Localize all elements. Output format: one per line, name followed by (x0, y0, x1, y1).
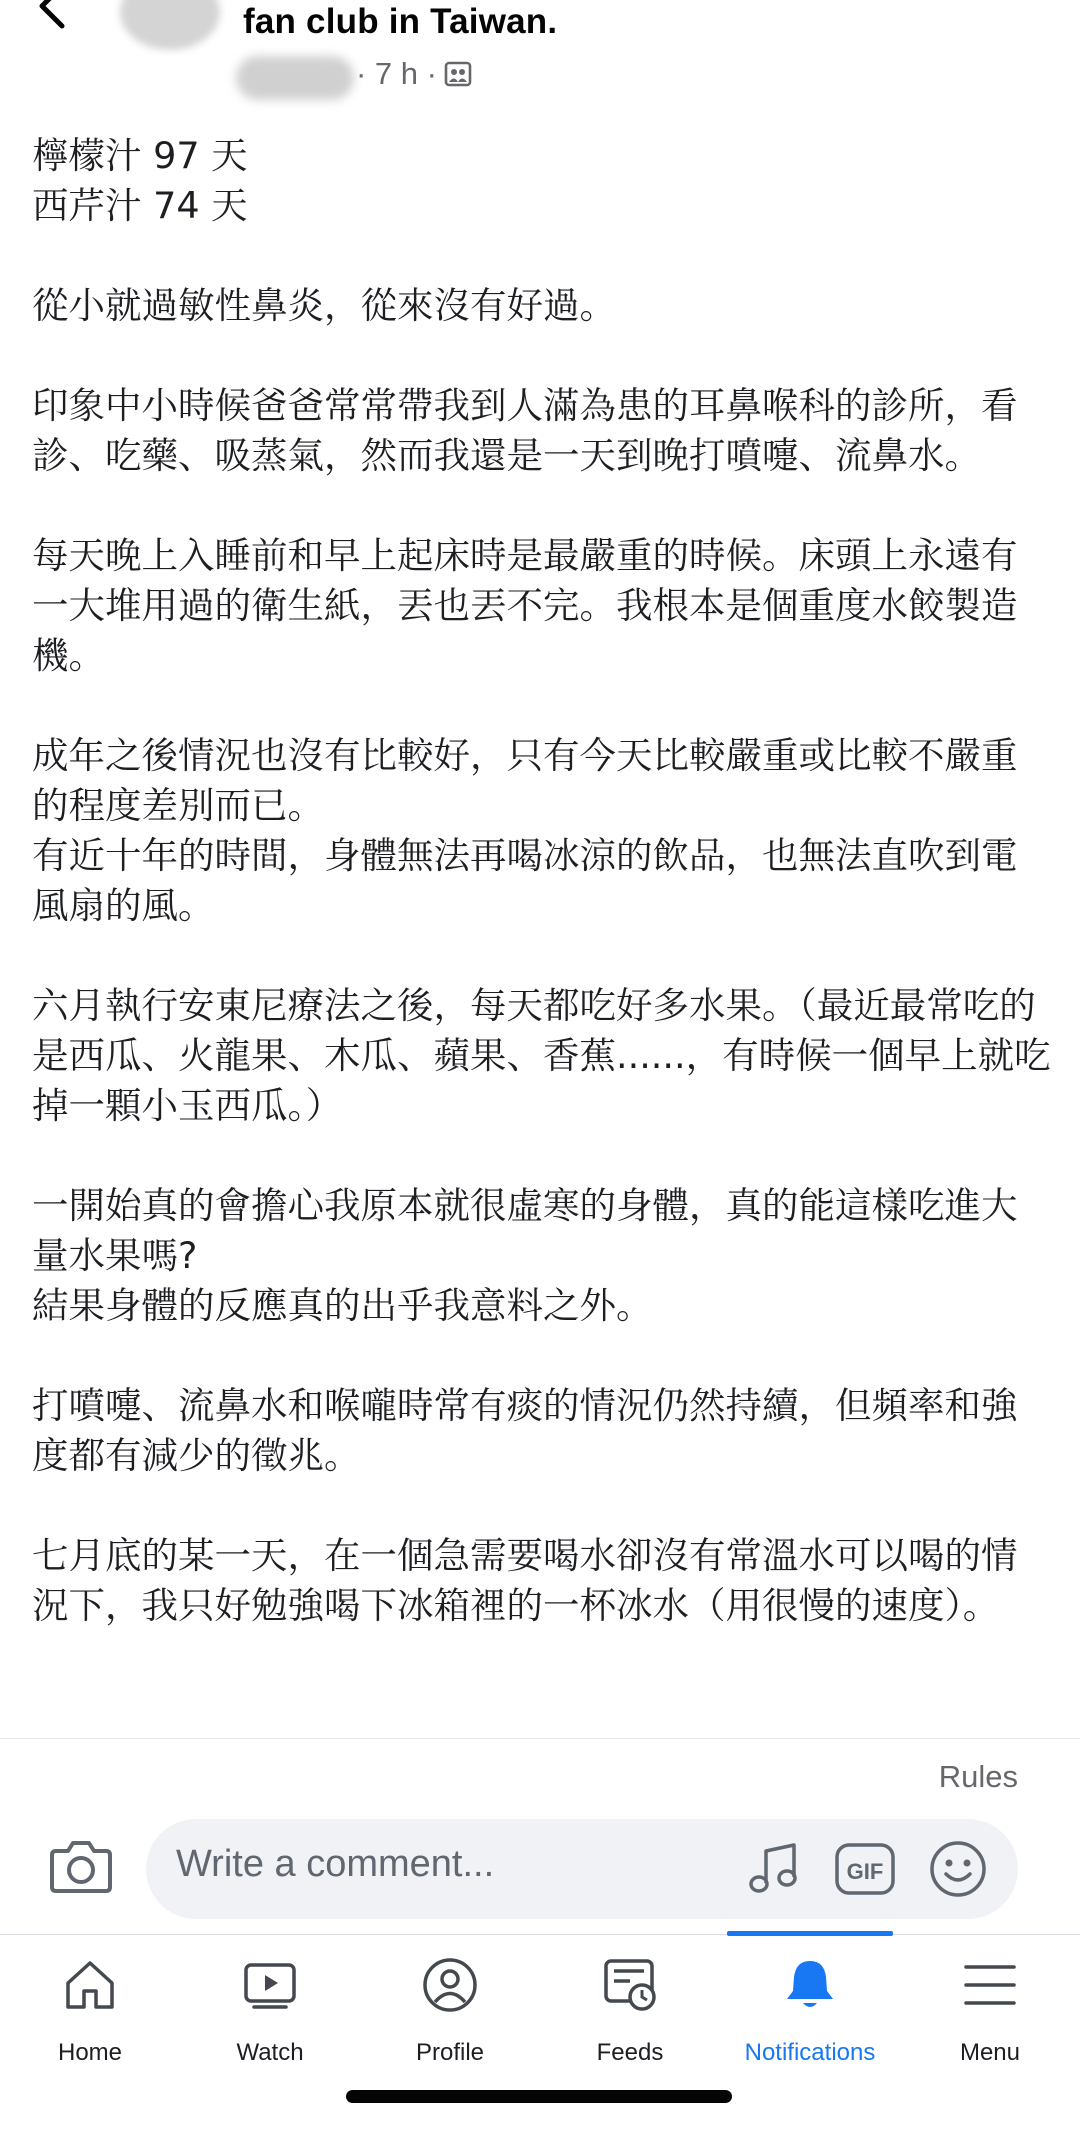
group-members-icon (443, 59, 473, 89)
music-icon[interactable] (744, 1839, 804, 1899)
feeds-icon (600, 1955, 660, 2015)
author-name-redacted[interactable] (236, 56, 354, 100)
camera-icon[interactable] (48, 1837, 114, 1895)
nav-item-watch[interactable] (180, 1935, 360, 2085)
home-icon (60, 1955, 120, 2015)
post-meta (356, 56, 473, 92)
post-paragraph: 每天晚上入睡前和早上起床時是最嚴重的時候。床頭上永遠有一大堆用過的衛生紙，丟也丟不完。我根本是個重度水餃製造機。 (32, 534, 1018, 677)
nav-label: Watch (236, 2039, 304, 2066)
nav-item-notifications[interactable] (720, 1935, 900, 2085)
avatar[interactable] (120, 0, 220, 50)
svg-text:GIF: GIF (846, 1859, 884, 1884)
post-paragraph: 從小就過敏性鼻炎，從來沒有好過。 (32, 284, 616, 327)
menu-icon (960, 1955, 1020, 2015)
bell-icon (780, 1955, 840, 2015)
back-arrow-icon[interactable] (28, 0, 78, 30)
gif-icon[interactable] (834, 1839, 896, 1899)
post-paragraph: 七月底的某一天，在一個急需要喝水卻沒有常溫水可以喝的情況下，我只好勉強喝下冰箱裡的一杯冰水（用很慢的速度）。 (32, 1534, 1018, 1627)
profile-icon (420, 1955, 480, 2015)
post-paragraph: 六月執行安東尼療法之後，每天都吃好多水果。（最近最常吃的是西瓜、火龍果、木瓜、蘋果、香蕉......，有時候一個早上就吃掉一顆小玉西瓜。） (32, 984, 1051, 1127)
post-paragraph: 檸檬汁 97 天 西芹汁 74 天 (32, 134, 248, 227)
nav-item-feeds[interactable] (540, 1935, 720, 2085)
nav-label: Menu (959, 2039, 1021, 2066)
nav-item-menu[interactable] (900, 1935, 1080, 2085)
nav-label: Home (57, 2039, 123, 2066)
comment-input[interactable] (146, 1819, 1018, 1919)
post-paragraph: 一開始真的會擔心我原本就很虛寒的身體，真的能這樣吃進大量水果嗎? 結果身體的反應真的出乎我意料之外。 (32, 1184, 1018, 1327)
nav-label: Notifications (744, 2039, 876, 2066)
watch-icon (240, 1955, 300, 2015)
time-ago: · 7 h · (356, 56, 437, 91)
nav-label: Profile (415, 2039, 485, 2066)
post-paragraph: 成年之後情況也沒有比較好，只有今天比較嚴重或比較不嚴重的程度差別而已。 有近十年的時間，身體無法再喝冰涼的飲品，也無法直吹到電風扇的風。 (32, 734, 1018, 927)
home-indicator (346, 2090, 732, 2103)
nav-item-profile[interactable] (360, 1935, 540, 2085)
group-title[interactable]: fan club in Taiwan. (243, 2, 558, 41)
nav-item-home[interactable] (0, 1935, 180, 2085)
post-body (32, 131, 1052, 1741)
comment-placeholder: Write a comment... (176, 1843, 495, 1885)
post-header (0, 0, 1080, 110)
emoji-icon[interactable] (928, 1839, 988, 1899)
post-paragraph: 打噴嚏、流鼻水和喉嚨時常有痰的情況仍然持續，但頻率和強度都有減少的徵兆。 (32, 1384, 1018, 1477)
comment-bar (0, 1738, 1080, 1935)
nav-label: Feeds (596, 2039, 664, 2066)
post-paragraph: 印象中小時候爸爸常常帶我到人滿為患的耳鼻喉科的診所，看診、吃藥、吸蒸氣，然而我還是一天到晚打噴嚏、流鼻水。 (32, 384, 1018, 477)
rules-link[interactable]: Rules (938, 1759, 1018, 1794)
